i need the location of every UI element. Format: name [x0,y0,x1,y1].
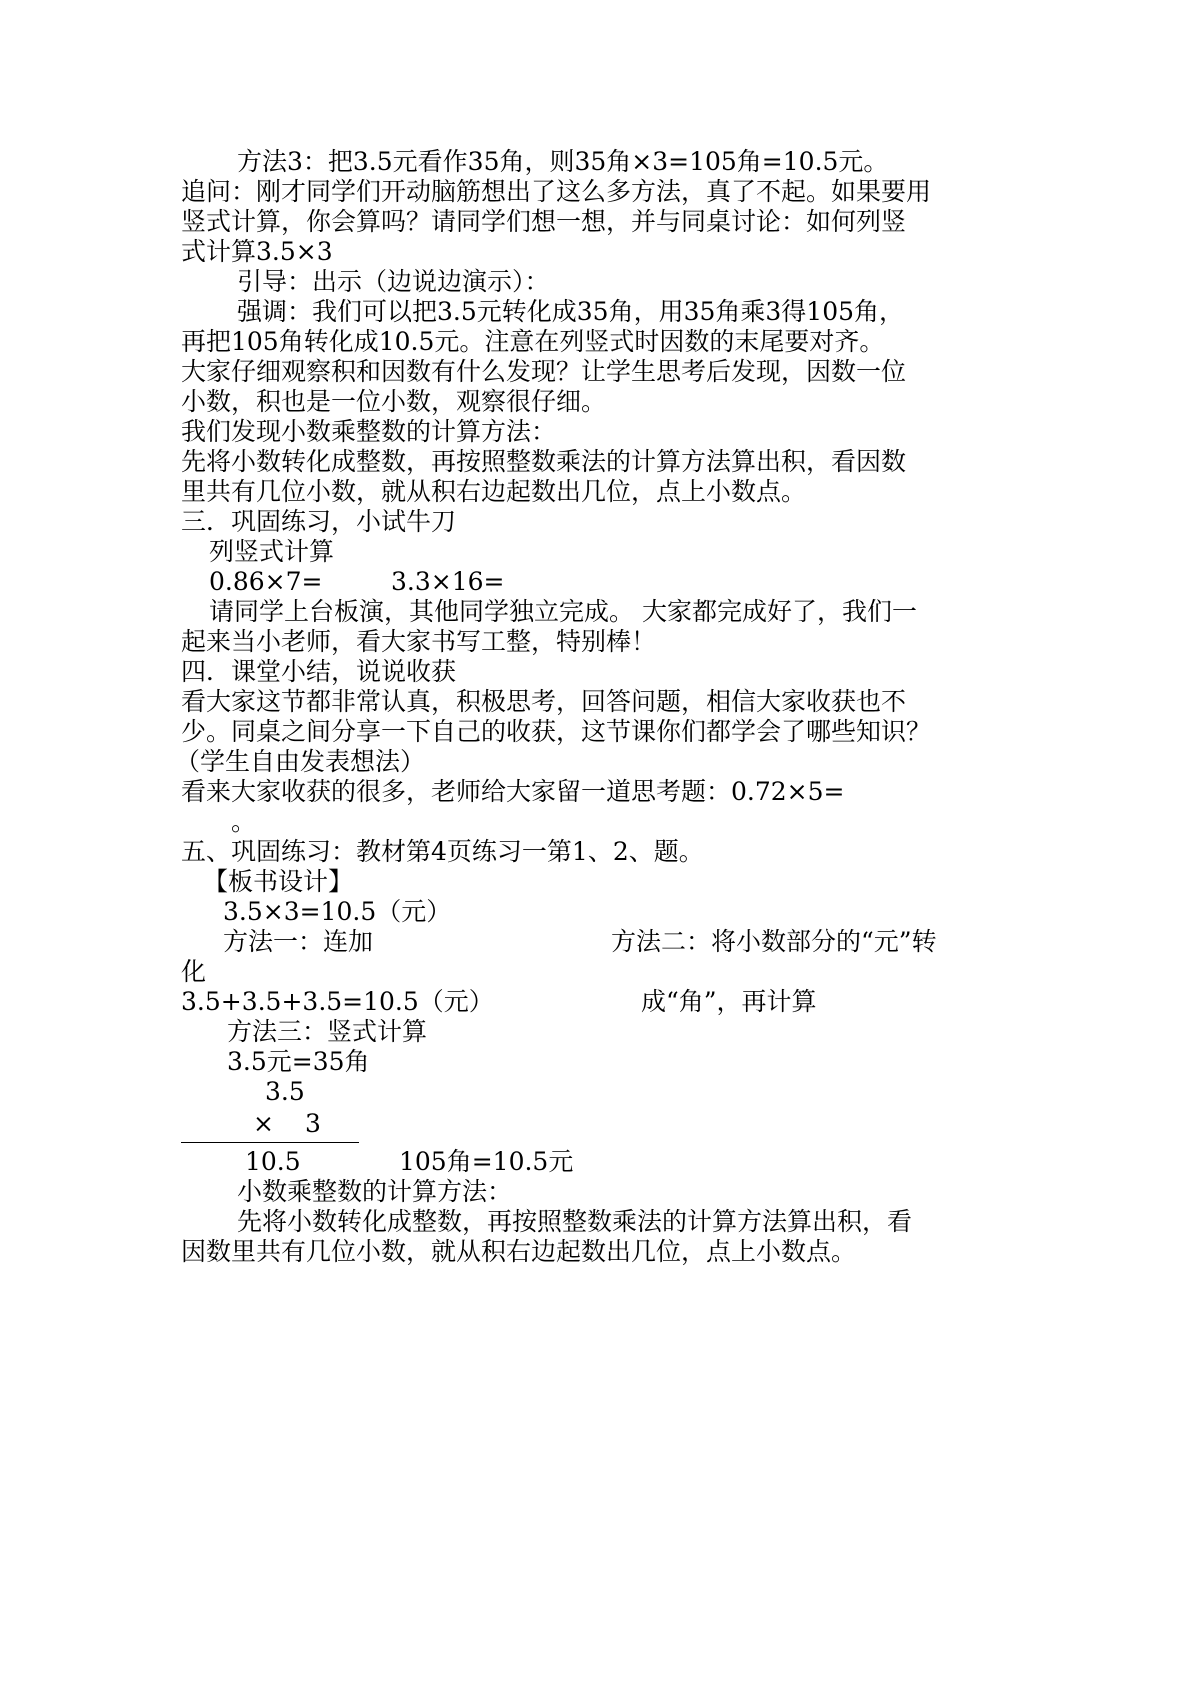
thinking-question-line: 看来大家收获的很多，老师给大家留一道思考题：0.72×5= [181,777,845,806]
method-two-cont: 成“角”，再计算 [641,987,817,1016]
method-three-label: 方法三：竖式计算 [227,1017,428,1046]
question-line-3: 式计算3.5×3 [181,237,333,266]
question-line-2: 竖式计算，你会算吗？请同学们想一想，并与同桌讨论：如何列竖 [181,207,907,236]
method-two-wrap: 化 [181,957,207,986]
document-page [175,0,1011,1684]
summary-line-1: 看大家这节都非常认真，积极思考，回答问题，相信大家收获也不 [181,687,907,716]
jiao-to-yuan-line: 105角=10.5元 [399,1147,574,1176]
vertical-product: 10.5 [245,1147,301,1176]
method-found-line: 我们发现小数乘整数的计算方法： [181,417,557,446]
period-line: 。 [231,807,257,836]
vertical-multiplier: 3 [305,1109,321,1138]
board-method-heading: 小数乘整数的计算方法： [237,1177,513,1206]
vertical-times-sign: × [253,1109,274,1138]
board-rule-line-1: 先将小数转化成整数，再按照整数乘法的计算方法算出积，看 [237,1207,913,1236]
section-3-heading: 三．巩固练习，小试牛刀 [181,507,457,536]
method-two-label: 方法二：将小数部分的“元”转 [611,927,937,956]
addition-line: 3.5+3.5+3.5=10.5（元） [181,987,494,1016]
rule-line-2: 里共有几位小数，就从积右边起数出几位，点上小数点。 [181,477,807,506]
section-4-heading: 四．课堂小结，说说收获 [181,657,457,686]
vertical-calc-label: 列竖式计算 [209,537,335,566]
vertical-calc-rule [181,1142,359,1143]
board-line-2: 起来当小老师，看大家书写工整，特别棒！ [181,627,657,656]
exercise-2: 3.3×16= [391,567,505,596]
method-one-label: 方法一：连加 [223,927,374,956]
board-line-1: 请同学上台板演，其他同学独立完成。 大家都完成好了，我们一 [209,597,917,626]
summary-line-2: 少。同桌之间分享一下自己的收获，这节课你们都学会了哪些知识？ [181,717,932,746]
yuan-to-jiao-line: 3.5元=35角 [227,1047,370,1076]
exercise-1: 0.86×7= [209,567,323,596]
section-5-heading: 五、巩固练习：教材第4页练习一第1、2、题。 [181,837,704,866]
question-line-1: 追问：刚才同学们开动脑筋想出了这么多方法，真了不起。如果要用 [181,177,932,206]
board-design-heading: 【板书设计】 [203,867,354,896]
vertical-multiplicand: 3.5 [265,1077,305,1106]
observe-line-1: 大家仔细观察积和因数有什么发现？让学生思考后发现，因数一位 [181,357,907,386]
emphasis-line-1: 强调：我们可以把3.5元转化成35角，用35角乘3得105角， [237,297,905,326]
board-rule-line-2: 因数里共有几位小数，就从积右边起数出几位，点上小数点。 [181,1237,857,1266]
emphasis-line-2: 再把105角转化成10.5元。注意在列竖式时因数的末尾要对齐。 [181,327,885,356]
summary-line-3: （学生自由发表想法） [175,747,426,776]
guide-line: 引导：出示（边说边演示）： [237,267,550,296]
method-3-line: 方法3：把3.5元看作35角，则35角×3=105角=10.5元。 [237,147,889,176]
board-equation: 3.5×3=10.5（元） [223,897,452,926]
observe-line-2: 小数，积也是一位小数，观察很仔细。 [181,387,607,416]
rule-line-1: 先将小数转化成整数，再按照整数乘法的计算方法算出积，看因数 [181,447,907,476]
